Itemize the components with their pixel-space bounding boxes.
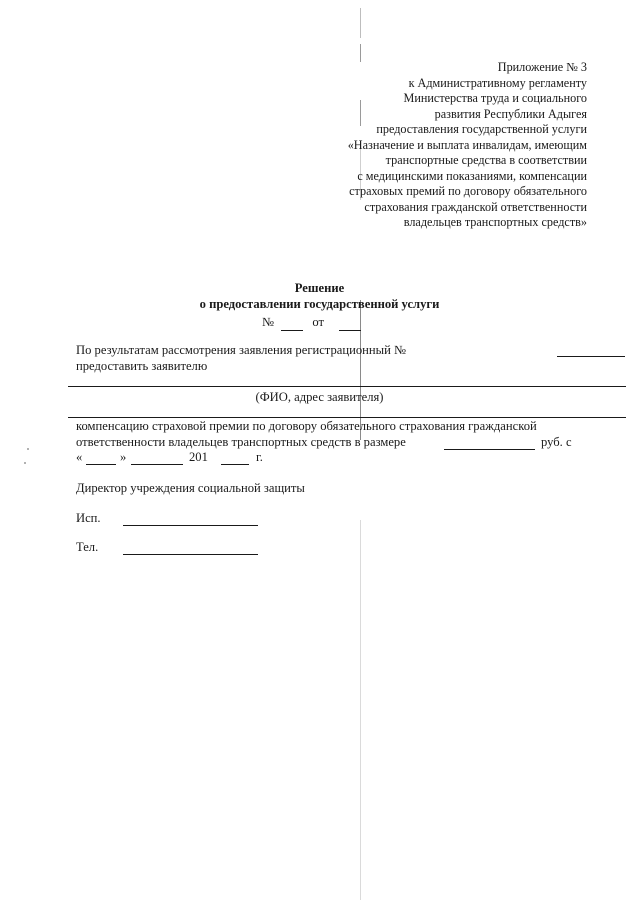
number-label: №	[262, 315, 275, 329]
body-line-registration: По результатам рассмотрения заявления регистрационный №	[76, 343, 406, 357]
appendix-line: предоставления государственной услуги	[376, 122, 587, 136]
appendix-line: «Назначение и выплата инвалидам, имеющим	[347, 137, 587, 152]
appendix-line: к Административному регламенту	[408, 75, 587, 90]
decision-title-block	[0, 281, 639, 312]
date-open-quote: «	[76, 450, 83, 464]
date-field[interactable]	[339, 315, 361, 331]
decision-title: Решение	[294, 281, 345, 295]
date-close-quote: »	[120, 450, 127, 464]
registration-number-field[interactable]	[557, 356, 625, 357]
executor-field[interactable]	[123, 525, 258, 526]
appendix-line: с медицинскими показаниями, компенсации	[357, 168, 587, 183]
start-year-field[interactable]	[221, 464, 249, 465]
scan-speck	[24, 462, 26, 464]
decision-subtitle: о предоставлении государственной услуги	[199, 296, 440, 311]
scan-fold-line	[360, 8, 361, 38]
from-label: от	[312, 315, 324, 329]
body-line-grant: предоставить заявителю	[76, 359, 208, 373]
phone-field[interactable]	[123, 554, 258, 555]
applicant-address-field[interactable]	[68, 417, 626, 418]
start-day-field[interactable]	[86, 464, 116, 465]
appendix-line: Министерства труда и социального	[403, 91, 587, 105]
currency-label: руб. с	[541, 435, 572, 449]
fio-caption: (ФИО, адрес заявителя)	[255, 390, 384, 404]
director-label: Директор учреждения социальной защиты	[76, 481, 305, 495]
scan-speck	[27, 448, 29, 450]
appendix-line: транспортные средства в соответствии	[385, 153, 587, 167]
executor-label: Исп.	[76, 511, 101, 525]
body-line-compensation: компенсацию страховой премии по договору обязательного страхования гражданской	[76, 419, 537, 433]
applicant-fio-field[interactable]	[68, 386, 626, 387]
appendix-line: Приложение № 3	[497, 60, 587, 74]
phone-label: Тел.	[76, 540, 99, 554]
year-prefix: 201	[189, 450, 208, 464]
year-suffix: г.	[256, 450, 263, 464]
appendix-line: страхования гражданской ответственности	[364, 199, 587, 214]
decision-number-row	[262, 315, 361, 331]
appendix-header	[287, 60, 587, 231]
number-field[interactable]	[281, 315, 303, 331]
appendix-line: развития Республики Адыгея	[434, 106, 587, 121]
appendix-line: владельцев транспортных средств»	[403, 215, 587, 229]
amount-field[interactable]	[444, 449, 535, 450]
start-month-field[interactable]	[131, 464, 183, 465]
appendix-line: страховых премий по договору обязательного	[349, 184, 587, 198]
scan-fold-line	[360, 520, 361, 900]
body-line-amount: ответственности владельцев транспортных средств в размере	[76, 435, 406, 449]
